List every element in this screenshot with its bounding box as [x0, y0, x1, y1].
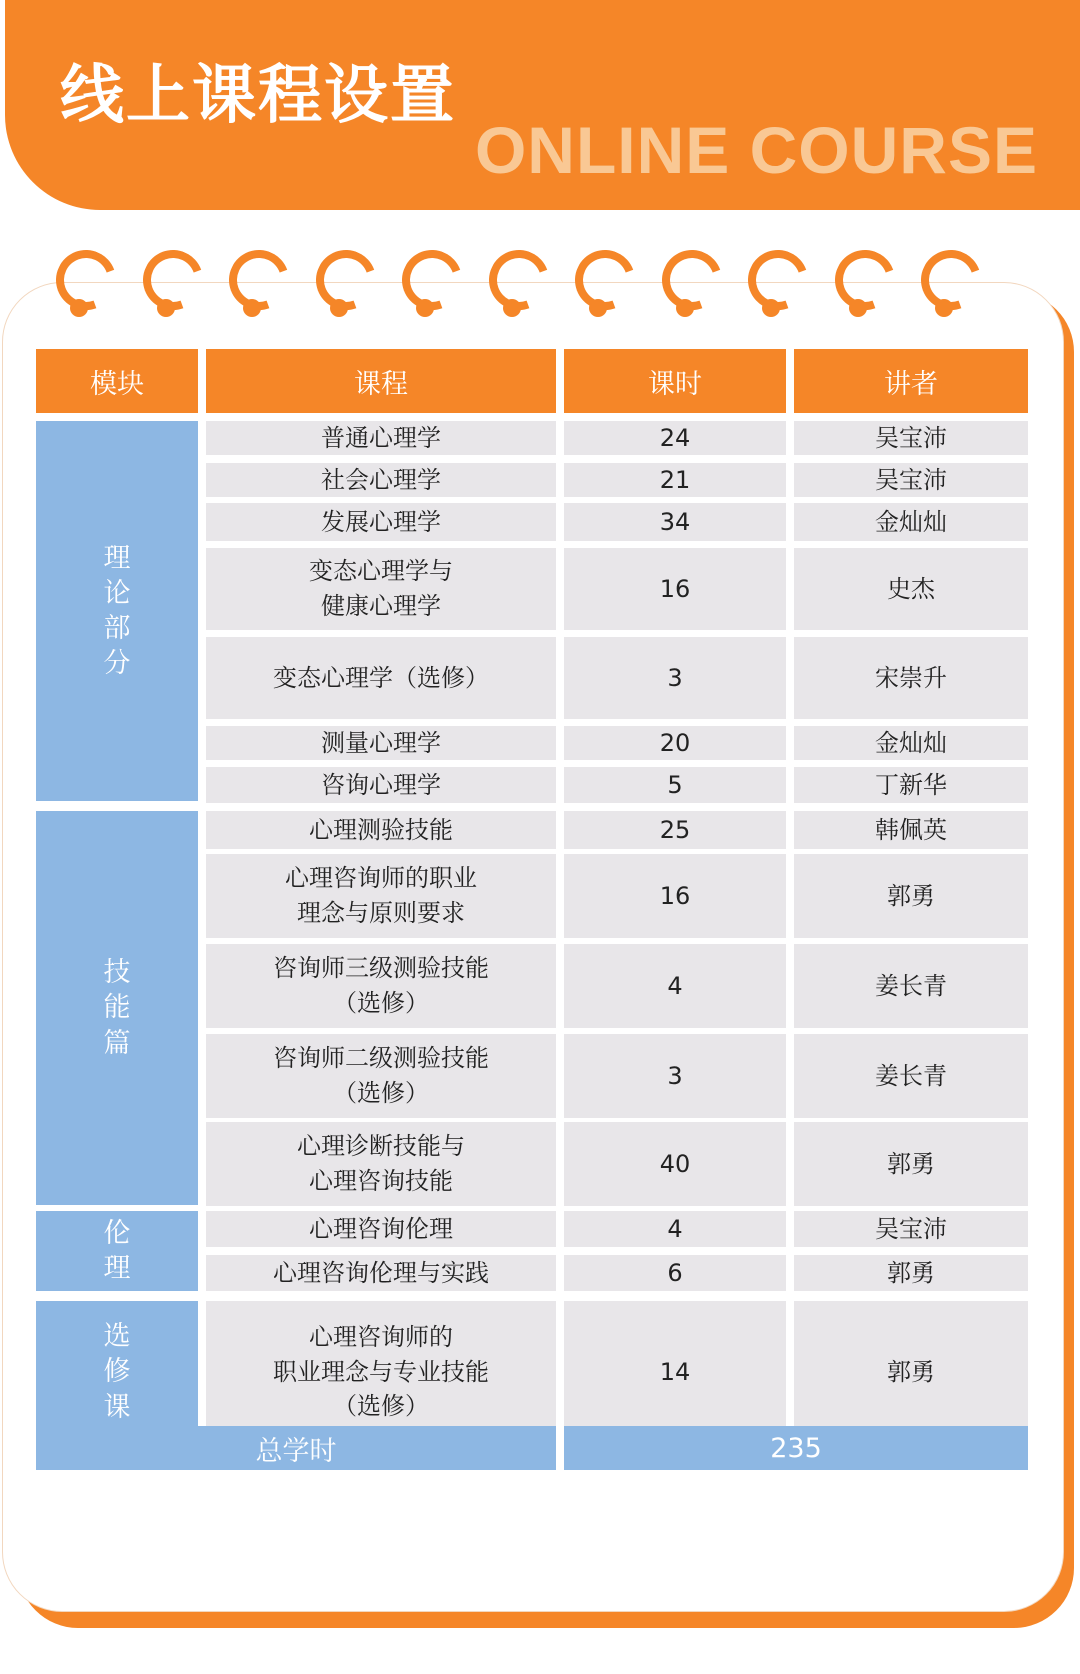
hours-cell-text: 24 — [659, 423, 691, 452]
hours-cell — [564, 944, 786, 1028]
binder-hole-icon — [416, 299, 434, 317]
hours-cell-text: 40 — [659, 1149, 691, 1178]
hours-cell — [564, 421, 786, 455]
binder-hole-icon — [503, 299, 521, 317]
hours-cell-text: 6 — [667, 1258, 683, 1287]
hours-cell-text: 3 — [667, 663, 683, 692]
module-cell — [36, 1301, 198, 1443]
hours-cell — [564, 1211, 786, 1247]
course-cell-text: 心理咨询师的 职业理念与专业技能 （选修） — [273, 1322, 489, 1421]
lecturer-cell — [794, 503, 1028, 541]
lecturer-cell-text: 吴宝沛 — [875, 1214, 947, 1243]
hours-cell — [564, 811, 786, 849]
lecturer-cell — [794, 767, 1028, 803]
module-cell — [36, 421, 198, 801]
binder-hole-icon — [70, 299, 88, 317]
lecturer-cell — [794, 421, 1028, 455]
course-cell — [206, 421, 556, 455]
lecturer-cell-text: 金灿灿 — [875, 728, 947, 757]
lecturer-cell-text: 吴宝沛 — [875, 423, 947, 452]
lecturer-cell — [794, 1034, 1028, 1118]
course-cell — [206, 503, 556, 541]
lecturer-cell-text: 姜长青 — [875, 1061, 947, 1090]
hours-cell-text: 20 — [659, 728, 691, 757]
course-cell-text: 测量心理学 — [321, 728, 441, 757]
module-cell — [36, 811, 198, 1205]
course-cell-text: 咨询师二级测验技能 （选修） — [273, 1044, 489, 1107]
lecturer-cell — [794, 811, 1028, 849]
course-cell — [206, 811, 556, 849]
hours-cell — [564, 854, 786, 938]
binder-hole-icon — [762, 299, 780, 317]
lecturer-cell — [794, 1301, 1028, 1443]
hours-cell — [564, 1122, 786, 1206]
binder-hole-icon — [849, 299, 867, 317]
hours-cell — [564, 548, 786, 630]
hours-cell-text: 16 — [659, 881, 691, 910]
hours-cell — [564, 637, 786, 719]
hours-cell — [564, 1301, 786, 1443]
module-label: 理论部分 — [103, 542, 131, 680]
hours-cell-text: 25 — [659, 815, 691, 844]
course-cell — [206, 548, 556, 630]
hours-cell-text: 14 — [659, 1357, 691, 1386]
hours-cell — [564, 1255, 786, 1291]
binder-hole-icon — [330, 299, 348, 317]
course-cell — [206, 1034, 556, 1118]
lecturer-cell — [794, 854, 1028, 938]
course-cell — [206, 854, 556, 938]
course-cell — [206, 767, 556, 803]
lecturer-cell — [794, 1255, 1028, 1291]
hours-cell-text: 4 — [667, 971, 683, 1000]
binder-hole-icon — [676, 299, 694, 317]
lecturer-cell — [794, 463, 1028, 497]
course-cell-text: 心理诊断技能与 心理咨询技能 — [297, 1132, 465, 1195]
hours-cell — [564, 1034, 786, 1118]
course-cell-text: 心理咨询伦理与实践 — [273, 1258, 489, 1287]
header-course: 课程 — [206, 349, 556, 413]
module-cell — [36, 1211, 198, 1291]
lecturer-cell — [794, 548, 1028, 630]
course-cell — [206, 637, 556, 719]
lecturer-cell-text: 金灿灿 — [875, 507, 947, 536]
lecturer-cell-text: 姜长青 — [875, 971, 947, 1000]
lecturer-cell — [794, 944, 1028, 1028]
hours-cell — [564, 503, 786, 541]
binder-hole-icon — [589, 299, 607, 317]
course-cell — [206, 1255, 556, 1291]
course-cell-text: 心理咨询师的职业 理念与原则要求 — [285, 864, 477, 927]
course-cell-text: 心理咨询伦理 — [309, 1214, 453, 1243]
course-cell-text: 发展心理学 — [321, 507, 441, 536]
course-cell-text: 社会心理学 — [321, 465, 441, 494]
module-label: 技能篇 — [103, 957, 131, 1059]
header-hours: 课时 — [564, 349, 786, 413]
hours-cell — [564, 463, 786, 497]
lecturer-cell-text: 丁新华 — [875, 770, 947, 799]
lecturer-cell — [794, 1122, 1028, 1206]
lecturer-cell — [794, 1211, 1028, 1247]
header-module: 模块 — [36, 349, 198, 413]
lecturer-cell-text: 郭勇 — [887, 1149, 935, 1178]
hours-cell-text: 4 — [667, 1214, 683, 1243]
hours-cell-text: 3 — [667, 1061, 683, 1090]
hours-cell-text: 16 — [659, 574, 691, 603]
page-subtitle: ONLINE COURSE — [474, 113, 1038, 187]
course-cell-text: 普通心理学 — [321, 423, 441, 452]
module-label: 伦理 — [103, 1217, 131, 1284]
lecturer-cell-text: 宋崇升 — [875, 663, 947, 692]
total-hours-label: 总学时 — [36, 1426, 556, 1470]
lecturer-cell-text: 郭勇 — [887, 1258, 935, 1287]
course-cell — [206, 944, 556, 1028]
lecturer-cell — [794, 637, 1028, 719]
course-cell-text: 变态心理学与 健康心理学 — [309, 557, 453, 620]
lecturer-cell-text: 郭勇 — [887, 1357, 935, 1386]
hours-cell — [564, 726, 786, 760]
header-banner — [5, 0, 1080, 210]
module-label: 选修课 — [103, 1321, 131, 1423]
binder-hole-icon — [243, 299, 261, 317]
course-cell — [206, 1211, 556, 1247]
lecturer-cell-text: 史杰 — [887, 574, 935, 603]
course-cell-text: 心理测验技能 — [309, 815, 453, 844]
lecturer-cell-text: 韩佩英 — [875, 815, 947, 844]
total-hours-value: 235 — [564, 1426, 1028, 1470]
hours-cell-text: 5 — [667, 770, 683, 799]
course-cell — [206, 726, 556, 760]
lecturer-cell-text: 郭勇 — [887, 881, 935, 910]
course-cell — [206, 1122, 556, 1206]
hours-cell — [564, 767, 786, 803]
course-cell-text: 咨询师三级测验技能 （选修） — [273, 954, 489, 1017]
lecturer-cell — [794, 726, 1028, 760]
header-lecturer: 讲者 — [794, 349, 1028, 413]
binder-hole-icon — [157, 299, 175, 317]
course-cell-text: 咨询心理学 — [321, 770, 441, 799]
hours-cell-text: 21 — [659, 465, 691, 494]
course-cell — [206, 1301, 556, 1443]
course-cell — [206, 463, 556, 497]
lecturer-cell-text: 吴宝沛 — [875, 465, 947, 494]
hours-cell-text: 34 — [659, 507, 691, 536]
page-title: 线上课程设置 — [60, 59, 456, 133]
binder-hole-icon — [935, 299, 953, 317]
course-cell-text: 变态心理学（选修） — [273, 663, 489, 692]
